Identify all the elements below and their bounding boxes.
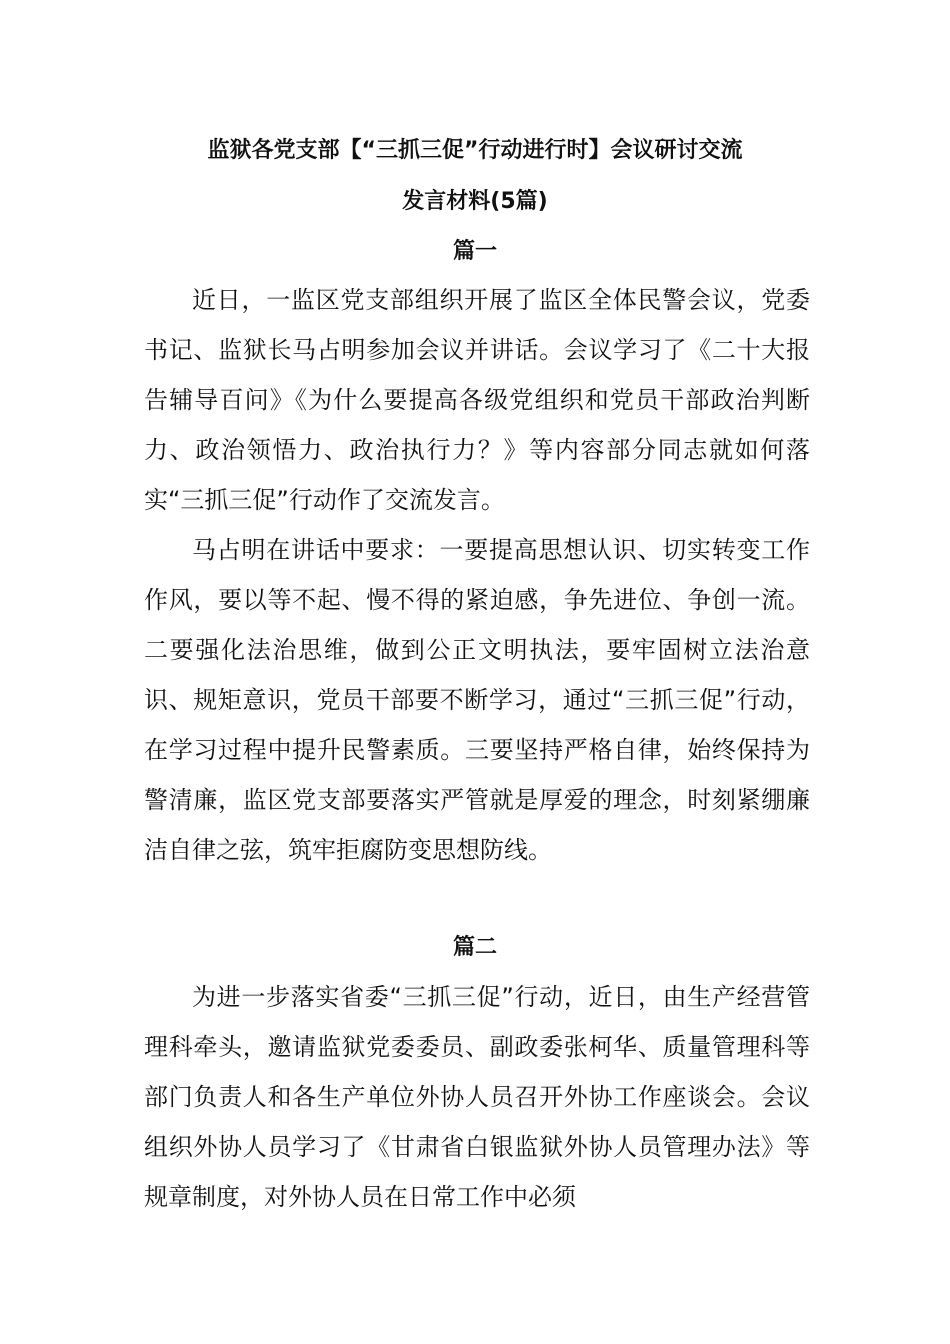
section-heading-1: 篇一 bbox=[452, 239, 497, 264]
document-title-line-1: 监狱各党支部【“三抓三促”行动进行时】会议研讨交流 bbox=[207, 138, 743, 163]
section-2-paragraph-1: 为进一步落实省委“三抓三促”行动，近日，由生产经营管理科牵头，邀请监狱党委委员、副政委张柯华、质量管理科等部门负责人和各生产单位外协人员召开外协工作座谈会。会议组织外协人员学习了《甘肃省白银监狱外协人员管理办法》等规章制度，对外协人员在日常工作中必须 bbox=[144, 983, 810, 1211]
document-title-line-2: 发言材料(5篇) bbox=[402, 189, 548, 214]
section-1-paragraph-2: 马占明在讲话中要求：一要提高思想认识、切实转变工作作风，要以等不起、慢不得的紧迫感，争先进位、争创一流。二要强化法治思维，做到公正文明执法，要牢固树立法治意识、规矩意识，党员干部要不断学习，通过“三抓三促”行动，在学习过程中提升民警素质。三要坚持严格自律，始终保持为警清廉，监区党支部要落实严管就是厚爱的理念，时刻紧绷廉洁自律之弦，筑牢拒腐防变思想防线。 bbox=[144, 536, 810, 864]
section-heading-2: 篇二 bbox=[452, 935, 497, 960]
section-1-paragraph-1: 近日，一监区党支部组织开展了监区全体民警会议，党委书记、监狱长马占明参加会议并讲话。会议学习了《二十大报告辅导百问》《为什么要提高各级党组织和党员干部政治判断力、政治领悟力、政治执行力？》等内容部分同志就如何落实“三抓三促”行动作了交流发言。 bbox=[144, 286, 810, 514]
